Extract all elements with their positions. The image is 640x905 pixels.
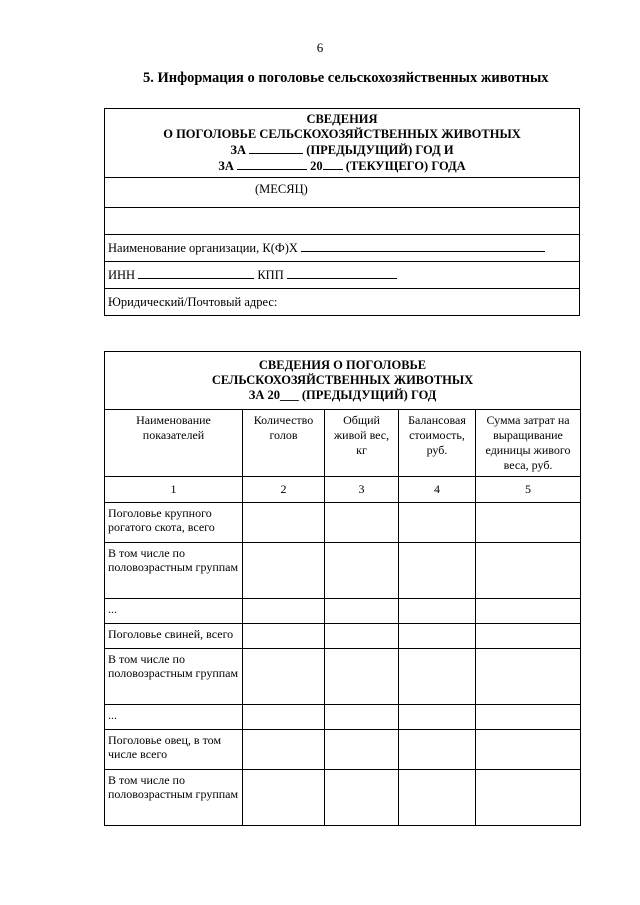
address-row[interactable] [105,289,580,316]
table-cell[interactable] [476,649,581,705]
form1-line3-prefix: ЗА [230,143,247,157]
column-number: 5 [476,477,581,503]
column-number: 3 [325,477,399,503]
form1-title-line3 [108,142,576,158]
row-label: В том числе по половозрастным группам [105,770,243,826]
column-header: Наименование показателей [105,410,243,477]
address-label: Юридический/Почтовый адрес: [108,294,278,309]
form2-title-line3: ЗА 20___ (ПРЕДЫДУЩИЙ) ГОД [248,388,437,402]
previous-year-blank[interactable] [249,142,303,154]
form-header-table [104,108,580,316]
inn-kpp-row[interactable] [105,262,580,289]
organization-name-field[interactable] [301,240,545,252]
kpp-label: КПП [257,268,284,282]
column-number: 1 [105,477,243,503]
table-cell[interactable] [399,649,476,705]
table-cell[interactable] [399,730,476,770]
table-cell[interactable] [243,770,325,826]
current-year-blank[interactable] [323,158,343,170]
table-cell[interactable] [243,599,325,624]
row-label: Поголовье крупного рогатого скота, всего [105,503,243,543]
table-row [105,599,581,624]
table-cell[interactable] [399,503,476,543]
form1-title-line1: СВЕДЕНИЯ [306,112,378,126]
table-cell[interactable] [325,503,399,543]
table-cell[interactable] [399,705,476,730]
form2-title [105,352,581,410]
table-cell[interactable] [243,543,325,599]
column-number: 4 [399,477,476,503]
table-cell[interactable] [476,705,581,730]
form2-title-line1: СВЕДЕНИЯ О ПОГОЛОВЬЕ [258,358,427,372]
table-row [105,649,581,705]
column-header: Сумма затрат на выращивание единицы живого веса, руб. [476,410,581,477]
form1-header [105,109,580,178]
table-cell[interactable] [325,730,399,770]
month-blank[interactable] [237,158,307,170]
table-row [105,770,581,826]
form1-title-line2: О ПОГОЛОВЬЕ СЕЛЬСКОХОЗЯЙСТВЕННЫХ ЖИВОТНЫХ [163,127,521,141]
table-cell[interactable] [325,649,399,705]
table-cell[interactable] [399,543,476,599]
table-cell[interactable] [243,730,325,770]
column-header: Количество голов [243,410,325,477]
row-label: ... [105,705,243,730]
organization-name-row[interactable] [105,235,580,262]
table-cell[interactable] [325,770,399,826]
table-cell[interactable] [325,543,399,599]
month-label: (МЕСЯЦ) [105,178,580,208]
row-label: В том числе по половозрастным группам [105,543,243,599]
column-header: Балансовая стоимость, руб. [399,410,476,477]
table-row [105,503,581,543]
blank-row[interactable] [105,208,580,235]
page-number: 6 [316,40,324,55]
table-cell[interactable] [476,503,581,543]
column-number: 2 [243,477,325,503]
table-cell[interactable] [325,624,399,649]
row-label: ... [105,599,243,624]
table-cell[interactable] [476,730,581,770]
table-cell[interactable] [243,624,325,649]
form2-title-line2: СЕЛЬСКОХОЗЯЙСТВЕННЫХ ЖИВОТНЫХ [211,373,474,387]
inn-field[interactable] [138,267,254,279]
table-cell[interactable] [325,705,399,730]
table-cell[interactable] [243,649,325,705]
inn-label: ИНН [108,268,136,282]
table-cell[interactable] [399,624,476,649]
table-cell[interactable] [243,705,325,730]
form1-line4-suffix: (ТЕКУЩЕГО) ГОДА [345,159,466,173]
row-label: В том числе по половозрастным группам [105,649,243,705]
livestock-table [104,351,581,826]
section-title: 5. Информация о поголовье сельскохозяйственных животных [143,70,549,86]
table-cell[interactable] [476,543,581,599]
table-row [105,705,581,730]
table-cell[interactable] [243,503,325,543]
form1-title-line4 [108,158,576,174]
form1-line3-suffix: (ПРЕДЫДУЩИЙ) ГОД И [306,143,454,157]
kpp-field[interactable] [287,267,397,279]
table-cell[interactable] [476,770,581,826]
table-row [105,730,581,770]
row-label: Поголовье свиней, всего [105,624,243,649]
table-row [105,543,581,599]
organization-name-label: Наименование организации, К(Ф)Х [108,241,298,255]
column-header: Общий живой вес, кг [325,410,399,477]
table-cell[interactable] [476,624,581,649]
form1-line4-year: 20 [310,159,323,173]
table-cell[interactable] [399,770,476,826]
table-cell[interactable] [325,599,399,624]
table-cell[interactable] [399,599,476,624]
table-cell[interactable] [476,599,581,624]
row-label: Поголовье овец, в том числе всего [105,730,243,770]
table-row [105,624,581,649]
form1-line4-prefix: ЗА [218,159,234,173]
